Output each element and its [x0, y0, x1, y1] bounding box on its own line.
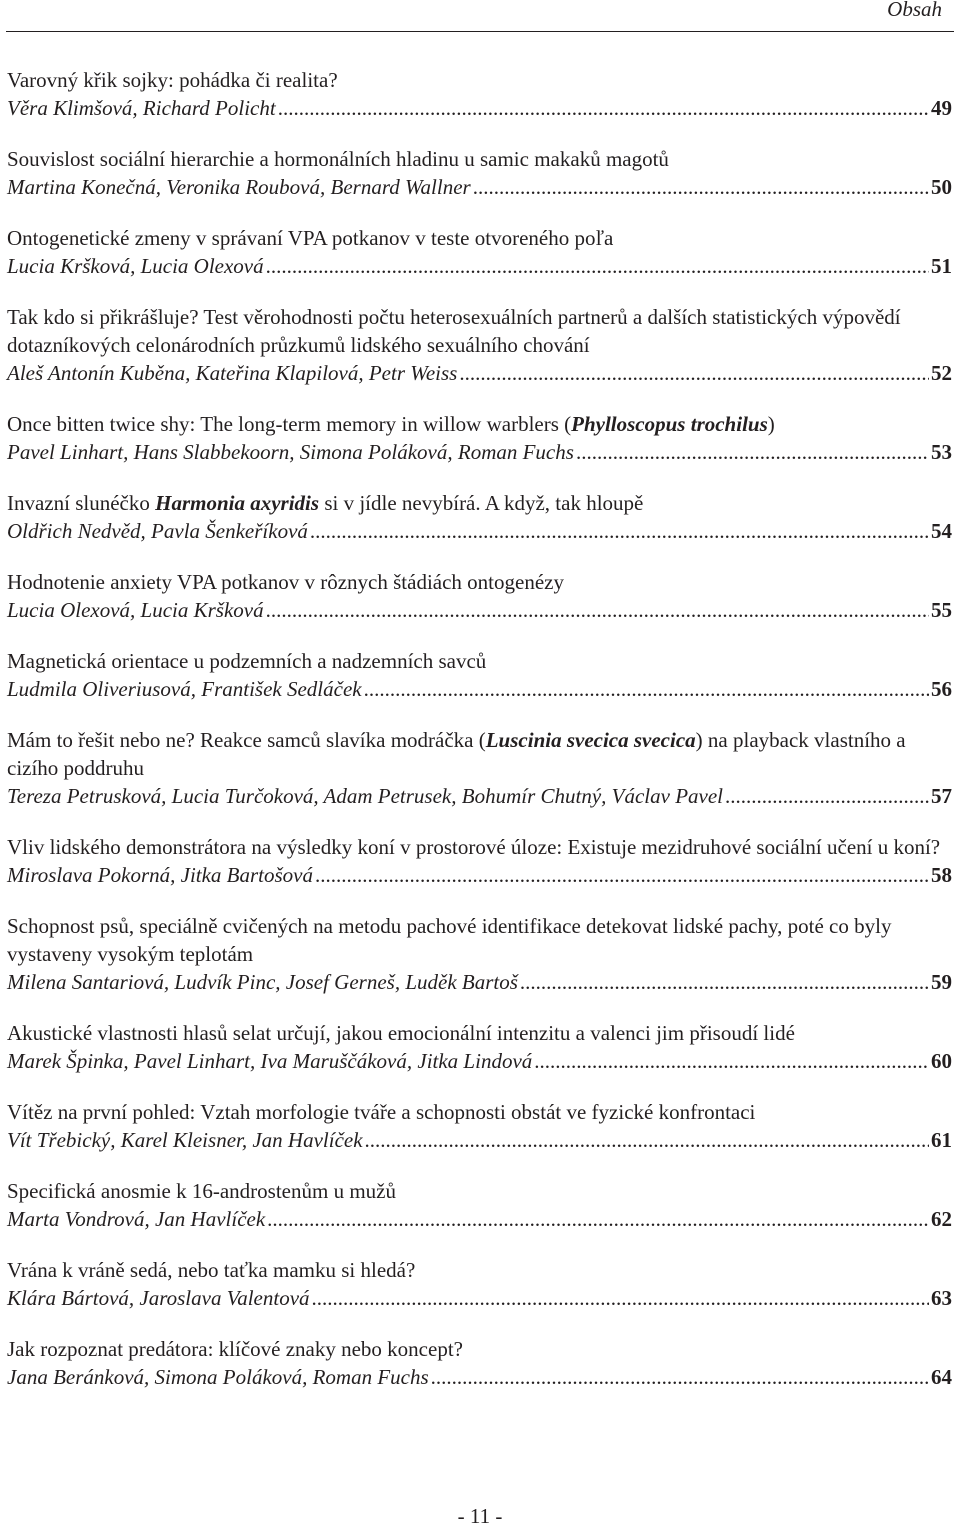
toc-entry-authors: Tereza Petrusková, Lucia Turčoková, Adam Petrusek, Bohumír Chutný, Václav Pavel — [7, 784, 724, 808]
toc-entry — [7, 647, 952, 703]
toc-entry-authors: Pavel Linhart, Hans Slabbekoorn, Simona Poláková, Roman Fuchs — [7, 440, 574, 464]
dot-leader — [310, 517, 929, 545]
toc-entry-authors-line — [7, 517, 952, 545]
title-text: Specifická anosmie k 16-androstenům u mužů — [7, 1179, 396, 1203]
dot-leader — [364, 675, 929, 703]
title-text: Vliv lidského demonstrátora na výsledky koní v prostorové úloze: Existuje mezidruhové sociální učení u koní? — [7, 835, 941, 859]
species-name: Phylloscopus trochilus — [571, 412, 768, 436]
section-title: Obsah — [887, 0, 942, 21]
toc-entry-authors: Lucia Olexová, Lucia Kršková — [7, 598, 264, 622]
title-text: Once bitten twice shy: The long-term memory in willow warblers ( — [7, 412, 572, 436]
toc-entry-authors-line — [7, 861, 952, 889]
toc-entry — [7, 489, 952, 545]
toc-entry-title — [7, 568, 952, 596]
toc-entry-authors: Klára Bártová, Jaroslava Valentová — [7, 1286, 310, 1310]
toc-entry-page: 59 — [931, 970, 952, 994]
toc-entry-title — [7, 1177, 952, 1205]
toc-entry-authors: Vít Třebický, Karel Kleisner, Jan Havlíček — [7, 1128, 363, 1152]
toc-entry-page: 60 — [931, 1049, 952, 1073]
toc-entry-title — [7, 66, 952, 94]
toc-entry-authors: Marek Špinka, Pavel Linhart, Iva Maruščáková, Jitka Lindová — [7, 1049, 533, 1073]
title-text: Souvislost sociální hierarchie a hormonálních hladinu u samic makaků magotů — [7, 147, 669, 171]
toc-entry-authors-line — [7, 1363, 952, 1391]
toc-entry-page: 61 — [931, 1128, 952, 1152]
toc-entry-page: 64 — [931, 1365, 952, 1389]
species-name: Luscinia svecica svecica — [485, 728, 696, 752]
toc-entry — [7, 66, 952, 122]
toc-entry-authors-line — [7, 968, 952, 996]
toc-entry-authors: Oldřich Nedvěd, Pavla Šenkeříková — [7, 519, 308, 543]
toc-entry-title — [7, 145, 952, 173]
toc-entry-page: 57 — [931, 784, 952, 808]
title-text: Vrána k vráně sedá, nebo taťka mamku si hledá? — [7, 1258, 416, 1282]
title-text: si v jídle nevybírá. A když, tak hloupě — [319, 491, 644, 515]
toc-entry-title — [7, 489, 952, 517]
toc-entry — [7, 833, 952, 889]
toc-entry — [7, 912, 952, 996]
toc-entry-authors: Miroslava Pokorná, Jitka Bartošová — [7, 863, 314, 887]
toc-entry-authors: Věra Klimšová, Richard Policht — [7, 96, 276, 120]
toc-entry-title — [7, 410, 952, 438]
dot-leader — [267, 1205, 929, 1233]
title-text: Akustické vlastnosti hlasů selat určují, jakou emocionální intenzitu a valenci jim přisoudí lidé — [7, 1021, 795, 1045]
title-text: Schopnost psů, speciálně cvičených na metodu pachové identifikace detekovat lidské pachy, poté co byly vystaveny vysokým teplotám — [7, 914, 897, 966]
toc-entry — [7, 1019, 952, 1075]
toc-entry — [7, 1177, 952, 1233]
toc-entry-authors-line — [7, 94, 952, 122]
toc-entry-authors-line — [7, 438, 952, 466]
toc-entry-authors: Lucia Kršková, Lucia Olexová — [7, 254, 264, 278]
toc-entry-page: 62 — [931, 1207, 952, 1231]
dot-leader — [431, 1363, 929, 1391]
toc-entry-authors-line — [7, 173, 952, 201]
toc-entry-authors: Jana Beránková, Simona Poláková, Roman Fuchs — [7, 1365, 429, 1389]
toc-entry-page: 63 — [931, 1286, 952, 1310]
toc-entry-title — [7, 1256, 952, 1284]
toc-entry-page: 52 — [931, 361, 952, 385]
toc-entry-authors: Aleš Antonín Kuběna, Kateřina Klapilová, Petr Weiss — [7, 361, 458, 385]
toc-entry-page: 56 — [931, 677, 952, 701]
toc-entry-page: 55 — [931, 598, 952, 622]
toc-entry-page: 50 — [931, 175, 952, 199]
toc-entry-title — [7, 1335, 952, 1363]
toc-entry — [7, 568, 952, 624]
toc-entry-page: 54 — [931, 519, 952, 543]
dot-leader — [576, 438, 929, 466]
toc-entry — [7, 224, 952, 280]
title-text: Hodnotenie anxiety VPA potkanov v rôznych štádiách ontogenézy — [7, 570, 564, 594]
toc-entry-authors: Marta Vondrová, Jan Havlíček — [7, 1207, 266, 1231]
toc-entry-page: 51 — [931, 254, 952, 278]
page-number: - 11 - — [457, 1504, 503, 1528]
title-text: Invazní slunéčko — [7, 491, 156, 515]
dot-leader — [725, 782, 929, 810]
title-text: Magnetická orientace u podzemních a nadzemních savců — [7, 649, 487, 673]
dot-leader — [520, 968, 929, 996]
toc-entry-authors-line — [7, 252, 952, 280]
toc-entry — [7, 410, 952, 466]
toc-entry-authors: Martina Konečná, Veronika Roubová, Bernard Wallner — [7, 175, 471, 199]
title-text: Mám to řešit nebo ne? Reakce samců slavíka modráčka ( — [7, 728, 486, 752]
toc-entry-authors-line — [7, 1205, 952, 1233]
toc-entry — [7, 303, 952, 387]
dot-leader — [266, 252, 929, 280]
toc-entry — [7, 145, 952, 201]
dot-leader — [459, 359, 929, 387]
dot-leader — [278, 94, 929, 122]
header-divider — [6, 31, 954, 32]
toc-entry-authors-line — [7, 1047, 952, 1075]
toc-entry-title — [7, 1019, 952, 1047]
toc-entry-title — [7, 912, 952, 968]
toc-entry-authors-line — [7, 359, 952, 387]
dot-leader — [534, 1047, 929, 1075]
title-text: Vítěz na první pohled: Vztah morfologie tváře a schopnosti obstát ve fyzické konfrontaci — [7, 1100, 756, 1124]
toc-entry-authors-line — [7, 782, 952, 810]
title-text: Ontogenetické zmeny v správaní VPA potkanov v teste otvoreného poľa — [7, 226, 614, 250]
toc-entry — [7, 726, 952, 810]
toc-entry-title — [7, 647, 952, 675]
toc-entry-authors-line — [7, 675, 952, 703]
toc-entry-title — [7, 726, 952, 782]
toc-entry-page: 58 — [931, 863, 952, 887]
toc-entry-authors-line — [7, 1126, 952, 1154]
toc-entry-authors: Ludmila Oliveriusová, František Sedláček — [7, 677, 362, 701]
toc-entry — [7, 1098, 952, 1154]
toc-entry — [7, 1335, 952, 1391]
dot-leader — [312, 1284, 929, 1312]
table-of-contents — [7, 66, 952, 1414]
title-text: ) na playback vlastního a cizího poddruhu — [7, 728, 911, 780]
toc-entry — [7, 1256, 952, 1312]
species-name: Harmonia axyridis — [155, 491, 320, 515]
dot-leader — [315, 861, 929, 889]
title-text: ) — [767, 412, 775, 436]
toc-entry-page: 49 — [931, 96, 952, 120]
title-text: Tak kdo si přikrášluje? Test věrohodnosti počtu heterosexuálních partnerů a dalších statistických výpovědí dotazníkových celonárodních průzkumů lidského sexuálního chování — [7, 305, 906, 357]
toc-entry-title — [7, 833, 952, 861]
toc-entry-authors: Milena Santariová, Ludvík Pinc, Josef Gerneš, Luděk Bartoš — [7, 970, 518, 994]
toc-entry-authors-line — [7, 596, 952, 624]
title-text: Jak rozpoznat predátora: klíčové znaky nebo koncept? — [7, 1337, 463, 1361]
toc-entry-page: 53 — [931, 440, 952, 464]
dot-leader — [266, 596, 929, 624]
dot-leader — [365, 1126, 929, 1154]
toc-entry-title — [7, 1098, 952, 1126]
title-text: Varovný křik sojky: pohádka či realita? — [7, 68, 338, 92]
dot-leader — [473, 173, 929, 201]
toc-entry-authors-line — [7, 1284, 952, 1312]
toc-entry-title — [7, 224, 952, 252]
toc-entry-title — [7, 303, 952, 359]
